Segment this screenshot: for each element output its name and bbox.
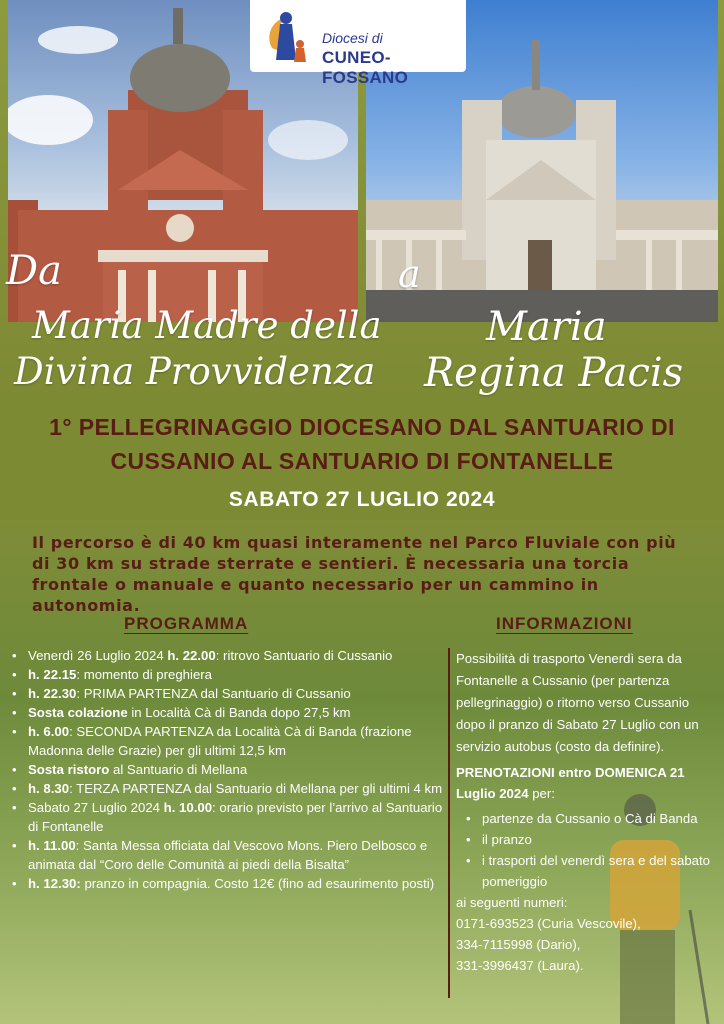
phone-number-curia: 0171-693523 (Curia Vescovile),: [456, 916, 641, 931]
program-item: • Venerdì 26 Luglio 2024 h. 22.00: ritrovo Santuario di Cussanio: [8, 646, 448, 665]
logo-diocese-name: CUNEO-FOSSANO: [322, 48, 409, 87]
booking-list: [456, 808, 718, 892]
headline-to-line1: Maria: [486, 304, 607, 350]
program-item: • Sosta colazione in Località Cà di Banda dopo 27,5 km: [8, 703, 448, 722]
program-item: • Sosta ristoro al Santuario di Mellana: [8, 760, 448, 779]
program-item: • Sabato 27 Luglio 2024 h. 10.00: orario previsto per l’arrivo al Santuario di Fontanelle: [8, 798, 448, 836]
program-item: • h. 6.00: SECONDA PARTENZA da Località Cà di Banda (frazione Madonna delle Grazie) per gli ultimi 12,5 km: [8, 722, 448, 760]
info-column: [456, 648, 718, 976]
event-title-line2: CUSSANIO AL SANTUARIO DI FONTANELLE: [110, 448, 614, 474]
headline-from-line2: Divina Provvidenza: [14, 350, 376, 393]
phone-number-dario: 334-7115998 (Dario),: [456, 937, 581, 952]
program-item: • h. 11.00: Santa Messa officiata dal Vescovo Mons. Piero Delbosco e animata dal “Coro delle Comunità ai piedi della Bisalta”: [8, 836, 448, 874]
program-item: • h. 22.30: PRIMA PARTENZA dal Santuario di Cussanio: [8, 684, 448, 703]
phone-number-laura: 331-3996437 (Laura).: [456, 958, 584, 973]
headline-to-line2: Regina Pacis: [424, 350, 684, 396]
logo-small-text: Diocesi di: [322, 30, 383, 46]
program-item: • h. 8.30: TERZA PARTENZA dal Santuario di Mellana per gli ultimi 4 km: [8, 779, 448, 798]
program-item: • h. 12.30: pranzo in compagnia. Costo 12€ (fino ad esaurimento posti): [8, 874, 448, 893]
column-divider: [448, 648, 450, 998]
headline-a: a: [398, 252, 421, 296]
event-title-line1: 1° PELLEGRINAGGIO DIOCESANO DAL SANTUARIO DI: [49, 414, 675, 440]
transport-info: Possibilità di trasporto Venerdì sera da Fontanelle a Cussanio (per partenza pellegrinaggio) o ritorno verso Cussanio dopo il pranzo di Sabato 27 Luglio con un servizio autobus (costo da definire).: [456, 651, 699, 754]
phone-intro: ai seguenti numeri:: [456, 895, 568, 910]
headline-da: Da: [6, 248, 62, 294]
madonna-logo-icon: [256, 4, 316, 68]
program-heading: PROGRAMMA: [124, 614, 249, 633]
booking-item: • partenze da Cussanio o Cà di Banda: [456, 808, 718, 829]
diocese-logo: [250, 0, 466, 87]
program-list: [8, 646, 448, 893]
booking-info: PRENOTAZIONI entro DOMENICA 21 Luglio 2024 per:: [456, 765, 685, 801]
booking-item: • i trasporti del venerdì sera e del sabato pomeriggio: [456, 850, 718, 892]
booking-item: • il pranzo: [456, 829, 718, 850]
program-item: • h. 22.15: momento di preghiera: [8, 665, 448, 684]
info-heading: INFORMAZIONI: [496, 614, 633, 633]
headline-from-line1: Maria Madre della: [32, 304, 382, 347]
intro-paragraph: Il percorso è di 40 km quasi interamente nel Parco Fluviale con più di 30 km su strade sterrate e sentieri. È necessaria una torcia frontale o manuale e quanto necessario per un cammino in autonomia.: [32, 533, 677, 615]
event-date: SABATO 27 LUGLIO 2024: [228, 488, 496, 511]
